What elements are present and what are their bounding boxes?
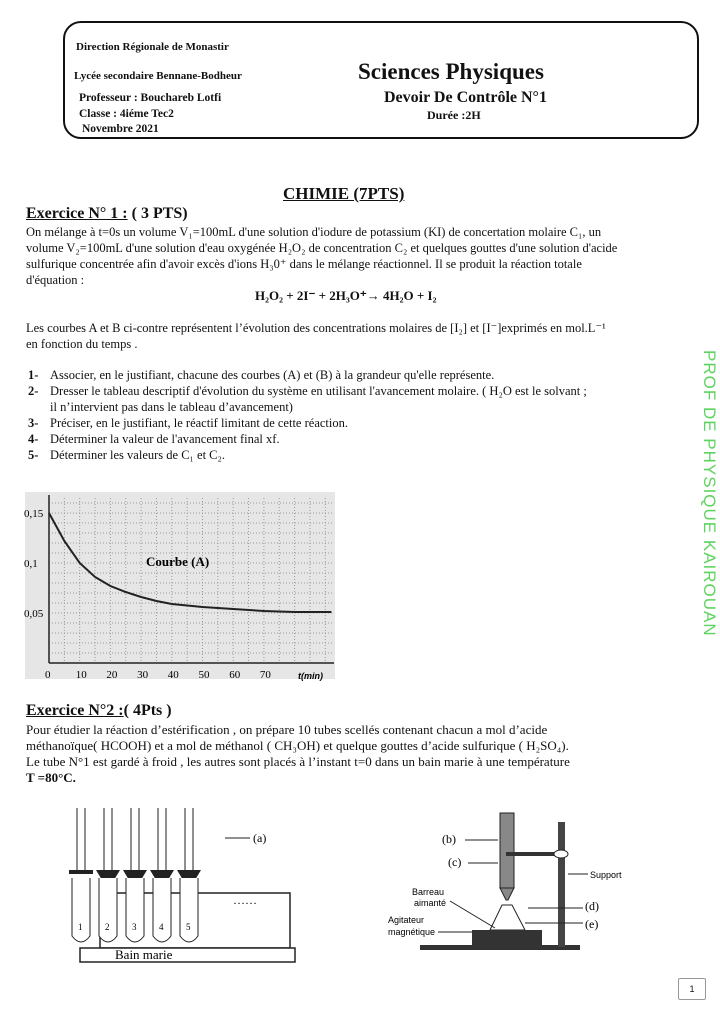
ex2-line: Pour étudier la réaction d’estérification , on prépare 10 tubes scellés contenant chacun a mol d’acide [26, 722, 548, 737]
exam-title: Devoir De Contrôle N°1 [384, 89, 547, 106]
equation: H₂O₂ + 2I⁻ + 2H₃O⁺→ 4H₂O + I₂ [255, 288, 437, 303]
tube-number: 1 [78, 922, 83, 932]
x-tick-label: 20 [106, 669, 118, 681]
label-e: (e) [585, 917, 599, 931]
tube [177, 808, 201, 942]
intro-line: On mélange à t=0s un volume V₁=100mL d'une solution d'iodure de potassium (KI) de concertation molaire C₁, un [26, 225, 602, 239]
question-item [28, 431, 587, 447]
agitateur-label: Agitateur [388, 915, 425, 925]
question-number: 3- [28, 416, 39, 430]
lycee: Lycée secondaire Bennane-Bodheur [74, 70, 242, 82]
chart-background [25, 492, 335, 679]
classe: Classe : 4iéme Tec2 [79, 108, 174, 120]
chart-courbe-a [20, 490, 340, 690]
question-number: 4- [28, 432, 39, 446]
question-item [28, 383, 587, 399]
label-b: (b) [442, 832, 456, 846]
question-number: 2- [28, 384, 39, 398]
support-label: Support [590, 870, 622, 880]
y-tick-label: 0,05 [24, 608, 44, 620]
label-d: (d) [585, 899, 599, 913]
question-list [28, 367, 587, 463]
tube [123, 808, 147, 942]
x-tick-label: 60 [229, 669, 241, 681]
professeur: Professeur : Bouchareb Lotfi [79, 92, 222, 104]
question-item [28, 399, 587, 415]
ex1-intro [26, 224, 617, 288]
question-text: Déterminer la valeur de l'avancement final xf. [50, 432, 280, 446]
ex1-title: Exercice N° 1 : [26, 205, 128, 222]
tube-number: 2 [105, 922, 110, 932]
x-tick-label: 40 [167, 669, 179, 681]
question-item [28, 447, 587, 463]
figure-dosage-setup [380, 810, 660, 960]
section-title: CHIMIE (7PTS) [283, 184, 405, 203]
ex2-line: T =80°C. [26, 770, 76, 785]
page-number: 1 [678, 978, 706, 1000]
tube-number: 4 [159, 922, 164, 932]
barreau-label-2: aimanté [414, 898, 447, 908]
x-tick-label: 50 [198, 669, 210, 681]
label-c: (c) [448, 855, 462, 869]
tube [96, 808, 120, 942]
tube-number: 5 [186, 922, 191, 932]
bain-marie-label: Bain marie [115, 947, 173, 962]
ex2-title: Exercice N°2 : [26, 702, 124, 719]
ex2-line: Le tube N°1 est gardé à froid , les autres sont placés à l’instant t=0 dans un bain marie à une température [26, 754, 570, 769]
question-text: Dresser le tableau descriptif d'évolution du système en utilisant l'avancement molaire. ( H₂O est le solvant ; [50, 384, 587, 398]
chart-title: Courbe (A) [146, 554, 210, 569]
question-item [28, 367, 587, 383]
curves-text: en fonction du temps . [26, 337, 138, 351]
question-text: il n’intervient pas dans le tableau d’avancement) [50, 400, 293, 414]
intro-line: sulfurique concentrée afin d'avoir excès d'ions H₃0⁺ dans le mélange réactionnel. Il se produit la réaction totale [26, 257, 582, 271]
label-a: (a) [253, 831, 267, 845]
subject-title: Sciences Physiques [358, 59, 544, 84]
intro-line: d'équation : [26, 273, 85, 287]
agitateur-label-2: magnétique [388, 927, 436, 937]
question-item [28, 415, 587, 431]
ex2-line: méthanoïque( HCOOH) et a mol de méthanol ( CH₃OH) et quelque gouttes d’acide sulfurique ( H₂SO₄). [26, 738, 569, 753]
question-number: 5- [28, 448, 39, 462]
duration: Durée :2H [427, 108, 481, 122]
question-number: 1- [28, 368, 39, 382]
x-tick-label: 30 [137, 669, 149, 681]
x-tick-label: 70 [259, 669, 271, 681]
dots: …… [233, 893, 257, 907]
ex1-points: ( 3 PTS) [127, 205, 188, 222]
figure-tubes-bain-marie [55, 808, 315, 968]
y-tick-label: 0,1 [24, 558, 38, 570]
tube-number: 3 [132, 922, 137, 932]
question-text: Préciser, en le justifiant, le réactif limitant de cette réaction. [50, 416, 348, 430]
ex2-points: ( 4Pts ) [123, 702, 172, 719]
direction: Direction Régionale de Monastir [76, 41, 229, 53]
intro-line: volume V₂=100mL d'une solution d'eau oxygénée H₂O₂ de concentration C₂ et quelques gouttes d'une solution d'acide [26, 241, 618, 255]
watermark: PROF DE PHYSIQUE KAIROUAN [700, 350, 719, 637]
y-tick-label: 0,15 [24, 508, 44, 520]
question-text: Déterminer les valeurs de C₁ et C₂. [50, 448, 225, 462]
date: Novembre 2021 [82, 123, 159, 135]
x-tick-label: 10 [75, 669, 87, 681]
tube [69, 808, 93, 942]
x-tick-label: 0 [45, 669, 51, 681]
x-axis-label: t(min) [298, 671, 323, 681]
question-text: Associer, en le justifiant, chacune des courbes (A) et (B) à la grandeur qu'elle représente. [50, 368, 495, 382]
curves-text: Les courbes A et B ci-contre représentent l’évolution des concentrations molaires de [I₂] et [I⁻]exprimés en mol.L⁻¹ [26, 321, 606, 335]
barreau-label: Barreau [412, 887, 445, 897]
tube [150, 808, 174, 942]
